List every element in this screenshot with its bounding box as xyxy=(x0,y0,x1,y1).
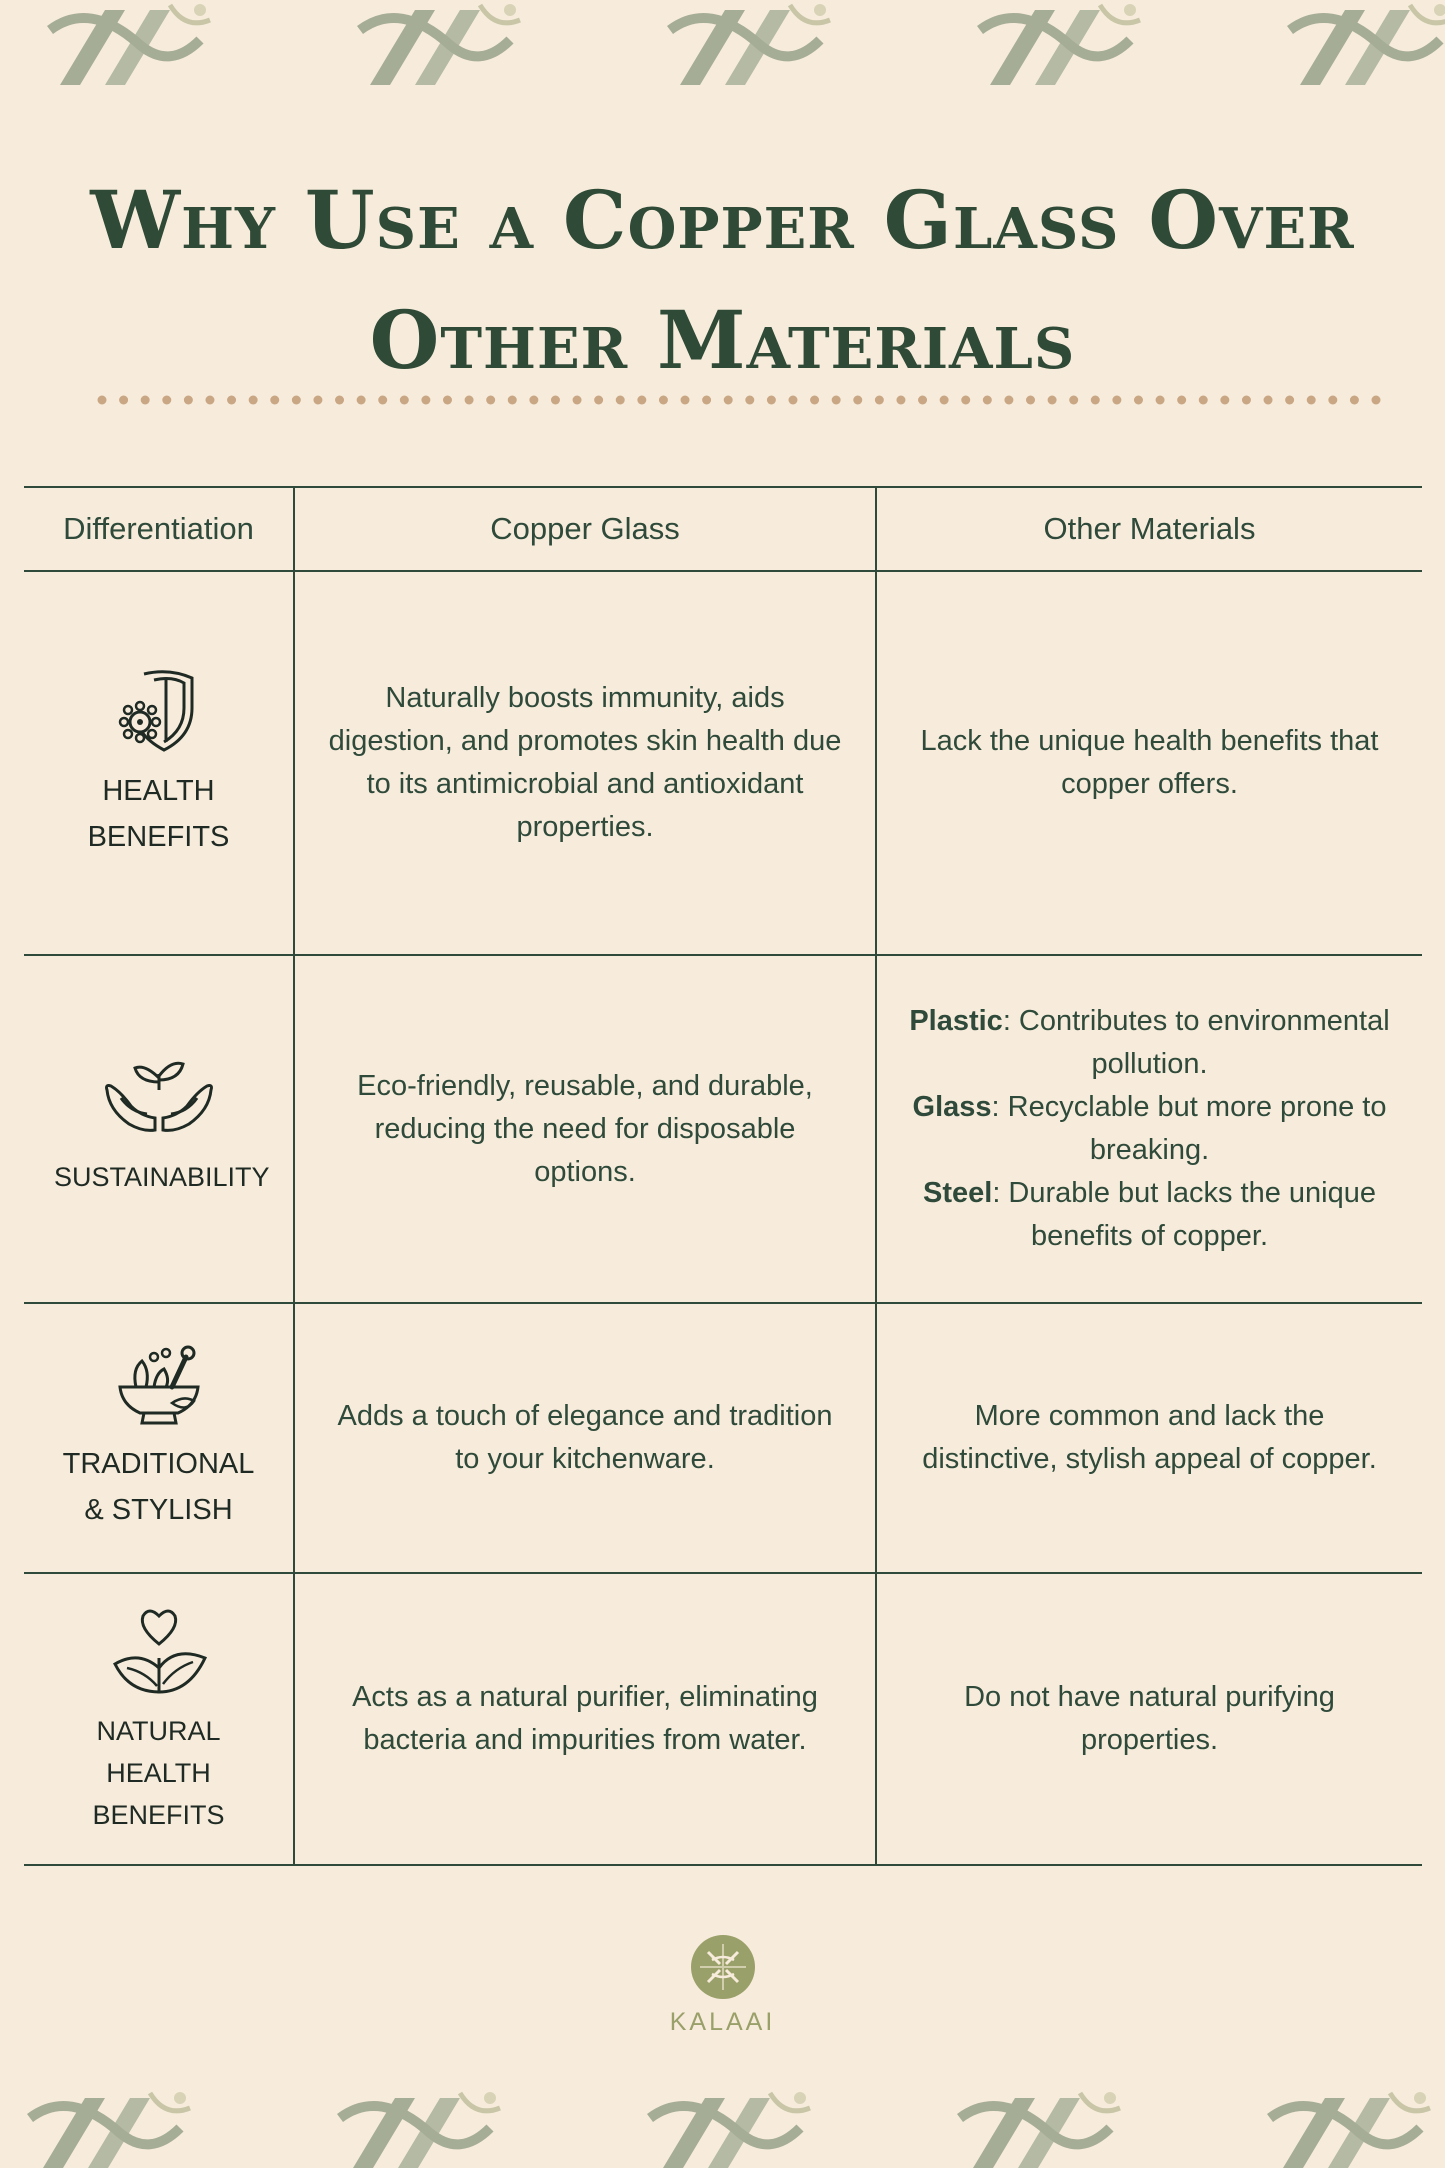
divider-dot xyxy=(681,396,690,405)
other-materials-cell: Do not have natural purifying properties. xyxy=(876,1573,1422,1865)
divider-dot xyxy=(616,396,625,405)
divider-dot xyxy=(421,396,430,405)
divider-dot xyxy=(1220,396,1229,405)
divider-dot xyxy=(961,396,970,405)
header-other-materials: Other Materials xyxy=(876,487,1422,571)
divider-dot xyxy=(1264,396,1273,405)
other-materials-cell: Lack the unique health benefits that copper offers. xyxy=(876,571,1422,955)
divider-dot xyxy=(918,396,927,405)
divider-dot xyxy=(529,396,538,405)
other-item-glass xyxy=(907,1086,1392,1172)
divider-dot xyxy=(508,396,517,405)
material-desc: : Recyclable but more prone to breaking. xyxy=(991,1091,1387,1166)
row-label-line-2: & STYLISH xyxy=(84,1494,233,1526)
divider-dot xyxy=(1112,396,1121,405)
divider-dot xyxy=(702,396,711,405)
divider-dot xyxy=(875,396,884,405)
divider-dot xyxy=(983,396,992,405)
table-row xyxy=(24,571,1422,955)
shield-icon xyxy=(114,666,204,756)
material-name: Steel xyxy=(922,1177,993,1209)
hands-plant-icon xyxy=(101,1060,217,1144)
divider-dot xyxy=(788,396,797,405)
divider-dot xyxy=(896,396,905,405)
title-line-1: Why Use a Copper Glass Over xyxy=(90,173,1355,267)
table-row xyxy=(24,955,1422,1303)
material-desc: : Contributes to environmental pollution. xyxy=(1002,1005,1390,1080)
table-header-row xyxy=(24,487,1422,571)
copper-glass-cell: Naturally boosts immunity, aids digestion, and promotes skin health due to its antimicrobial and antioxidant properties. xyxy=(294,571,876,955)
table-row xyxy=(24,1303,1422,1573)
other-materials-cell: More common and lack the distinctive, stylish appeal of copper. xyxy=(876,1303,1422,1573)
divider-dot xyxy=(1048,396,1057,405)
divider-dot xyxy=(335,396,344,405)
material-name: Glass xyxy=(912,1091,992,1123)
divider-dot xyxy=(1285,396,1294,405)
divider-dot xyxy=(205,396,214,405)
copper-glass-cell: Adds a touch of elegance and tradition to your kitchenware. xyxy=(294,1303,876,1573)
divider-dot xyxy=(767,396,776,405)
other-item-steel xyxy=(907,1172,1392,1258)
material-desc: : Durable but lacks the unique benefits of copper. xyxy=(992,1177,1376,1252)
divider-dot xyxy=(940,396,949,405)
brand-name: KALAAI xyxy=(669,2008,776,2036)
mortar-pestle-icon xyxy=(114,1343,204,1429)
header-copper-glass: Copper Glass xyxy=(294,487,876,571)
divider-dot xyxy=(1199,396,1208,405)
divider-dot xyxy=(745,396,754,405)
divider-dot xyxy=(378,396,387,405)
brand-logo xyxy=(0,1934,1445,2037)
row-label-line-1: TRADITIONAL xyxy=(62,1448,255,1480)
divider-dot xyxy=(1026,396,1035,405)
divider-dot xyxy=(270,396,279,405)
divider-dot xyxy=(1307,396,1316,405)
other-materials-cell xyxy=(876,955,1422,1303)
title-line-2: Other Materials xyxy=(369,293,1076,387)
divider-dot xyxy=(1328,396,1337,405)
row-label-cell xyxy=(24,571,294,955)
row-label-line-1: SUSTAINABILITY xyxy=(54,1162,270,1192)
divider-dot xyxy=(1177,396,1186,405)
divider-dot xyxy=(1134,396,1143,405)
divider-dot xyxy=(810,396,819,405)
divider-dot xyxy=(292,396,301,405)
comparison-table xyxy=(24,486,1422,1866)
divider-dot xyxy=(1350,396,1359,405)
divider-dot xyxy=(1091,396,1100,405)
other-item-plastic xyxy=(907,1000,1392,1086)
row-label-line-2: BENEFITS xyxy=(87,821,230,853)
table-row xyxy=(24,1573,1422,1865)
material-name: Plastic xyxy=(909,1005,1003,1037)
top-decorative-pattern xyxy=(0,0,1445,100)
divider-dot xyxy=(98,396,107,405)
divider-dot xyxy=(573,396,582,405)
bottom-decorative-pattern xyxy=(0,2068,1445,2168)
divider-dot xyxy=(594,396,603,405)
divider-dot xyxy=(551,396,560,405)
divider-dot xyxy=(1069,396,1078,405)
divider-dot xyxy=(141,396,150,405)
divider-dot xyxy=(637,396,646,405)
header-differentiation: Differentiation xyxy=(24,487,294,571)
divider-dot xyxy=(443,396,452,405)
divider-dot xyxy=(162,396,171,405)
divider-dot xyxy=(227,396,236,405)
divider-dot xyxy=(313,396,322,405)
divider-dot xyxy=(1242,396,1251,405)
divider-dot xyxy=(659,396,668,405)
dotted-divider xyxy=(96,394,1382,406)
copper-glass-cell: Eco-friendly, reusable, and durable, reducing the need for disposable options. xyxy=(294,955,876,1303)
divider-dot xyxy=(465,396,474,405)
divider-dot xyxy=(249,396,258,405)
copper-glass-cell: Acts as a natural purifier, eliminating bacteria and impurities from water. xyxy=(294,1573,876,1865)
page-title xyxy=(0,160,1445,400)
kalaai-logo-icon xyxy=(690,1934,756,2000)
divider-dot xyxy=(400,396,409,405)
divider-dot xyxy=(1004,396,1013,405)
heart-leaves-icon xyxy=(109,1602,209,1698)
divider-dot xyxy=(486,396,495,405)
divider-dot xyxy=(1156,396,1165,405)
divider-dot xyxy=(832,396,841,405)
row-label-cell xyxy=(24,1303,294,1573)
divider-dot xyxy=(724,396,733,405)
divider-dot xyxy=(184,396,193,405)
divider-dot xyxy=(119,396,128,405)
divider-dot xyxy=(1372,396,1381,405)
divider-dot xyxy=(357,396,366,405)
row-label-cell xyxy=(24,1573,294,1865)
row-label-cell xyxy=(24,955,294,1303)
divider-dot xyxy=(853,396,862,405)
row-label-line-1: NATURAL HEALTH xyxy=(96,1716,221,1788)
row-label-line-2: BENEFITS xyxy=(92,1800,225,1830)
row-label-line-1: HEALTH xyxy=(102,775,215,807)
